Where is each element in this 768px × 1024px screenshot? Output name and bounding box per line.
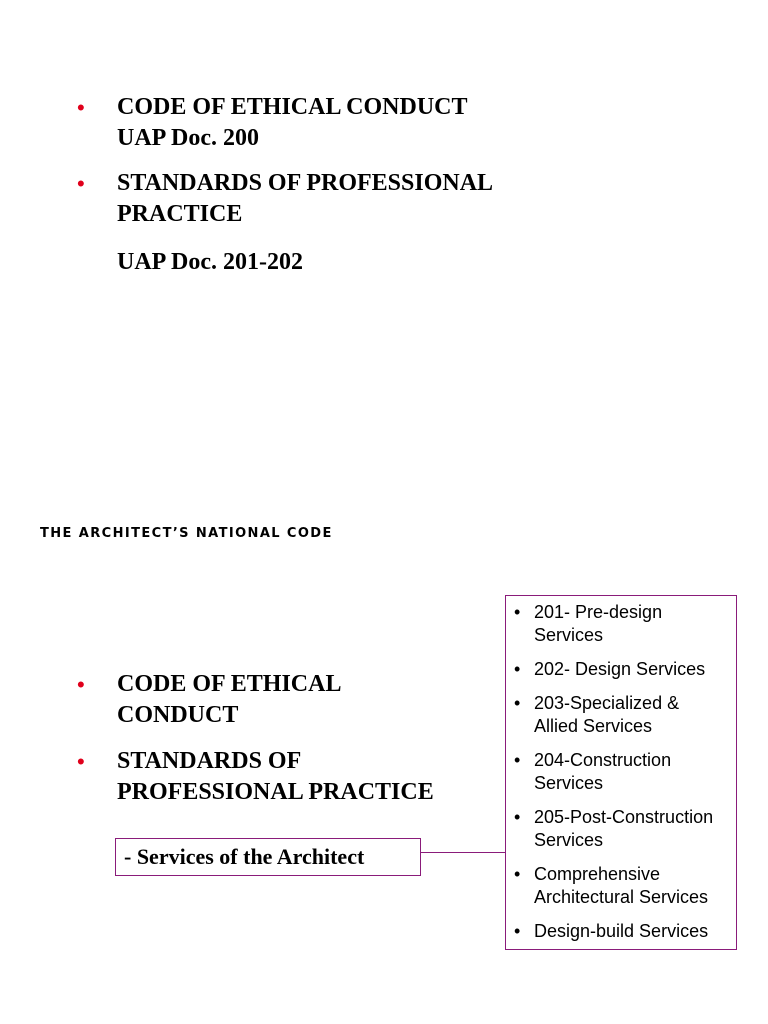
- bullet-icon: •: [514, 750, 521, 770]
- list-item-standards-of-professional-practice: [77, 168, 557, 230]
- list-item-line: CODE OF ETHICAL CONDUCT: [117, 94, 468, 120]
- service-item-design-build: [514, 920, 732, 943]
- service-item-line: 202- Design Services: [534, 659, 706, 679]
- list-item-line: PRACTICE: [117, 201, 243, 227]
- list-subline-doc-reference: UAP Doc. 201-202: [117, 249, 303, 275]
- bullet-icon: •: [514, 659, 521, 679]
- service-item-201: [514, 601, 732, 647]
- bullet-icon: •: [77, 95, 85, 120]
- service-item-205: [514, 806, 732, 852]
- list-item-code-of-ethical-conduct: [77, 92, 557, 154]
- bullet-icon: •: [514, 602, 521, 622]
- list-item-line: CONDUCT: [117, 702, 239, 728]
- top-bullet-list: [77, 92, 557, 278]
- service-item-line: Services: [534, 773, 604, 793]
- list-item-line: PROFESSIONAL PRACTICE: [117, 779, 434, 805]
- bullet-icon: •: [514, 921, 521, 941]
- service-item-comprehensive: [514, 863, 732, 909]
- service-item-204: [514, 749, 732, 795]
- service-item-line: Comprehensive: [534, 864, 661, 884]
- connector-line: [421, 852, 505, 853]
- services-of-architect-box: - Services of the Architect: [115, 838, 421, 876]
- service-item-202: [514, 658, 732, 681]
- service-item-line: Design-build Services: [534, 921, 709, 941]
- service-item-line: Architectural Services: [534, 887, 709, 907]
- list-item-line: STANDARDS OF PROFESSIONAL: [117, 170, 494, 196]
- service-item-line: Services: [534, 830, 604, 850]
- list-item-code-of-ethical-conduct: [77, 669, 477, 731]
- bottom-bullet-list: [77, 669, 477, 808]
- bullet-icon: •: [77, 672, 85, 697]
- bullet-icon: •: [514, 807, 521, 827]
- service-item-line: 201- Pre-design: [534, 602, 663, 622]
- list-item-standards-of-professional-practice: [77, 746, 477, 808]
- bullet-icon: •: [514, 864, 521, 884]
- list-item-line: CODE OF ETHICAL: [117, 671, 342, 697]
- bullet-icon: •: [77, 171, 85, 196]
- list-item-line: UAP Doc. 200: [117, 125, 259, 151]
- service-item-line: Allied Services: [534, 716, 653, 736]
- service-item-line: 205-Post-Construction: [534, 807, 714, 827]
- service-item-203: [514, 692, 732, 738]
- service-item-line: Services: [534, 625, 604, 645]
- service-item-line: 204-Construction: [534, 750, 672, 770]
- services-panel: [505, 595, 737, 950]
- list-item-line: STANDARDS OF: [117, 748, 302, 774]
- section-heading: THE ARCHITECT’S NATIONAL CODE: [40, 526, 333, 541]
- bullet-icon: •: [514, 693, 521, 713]
- bullet-icon: •: [77, 749, 85, 774]
- service-item-line: 203-Specialized &: [534, 693, 680, 713]
